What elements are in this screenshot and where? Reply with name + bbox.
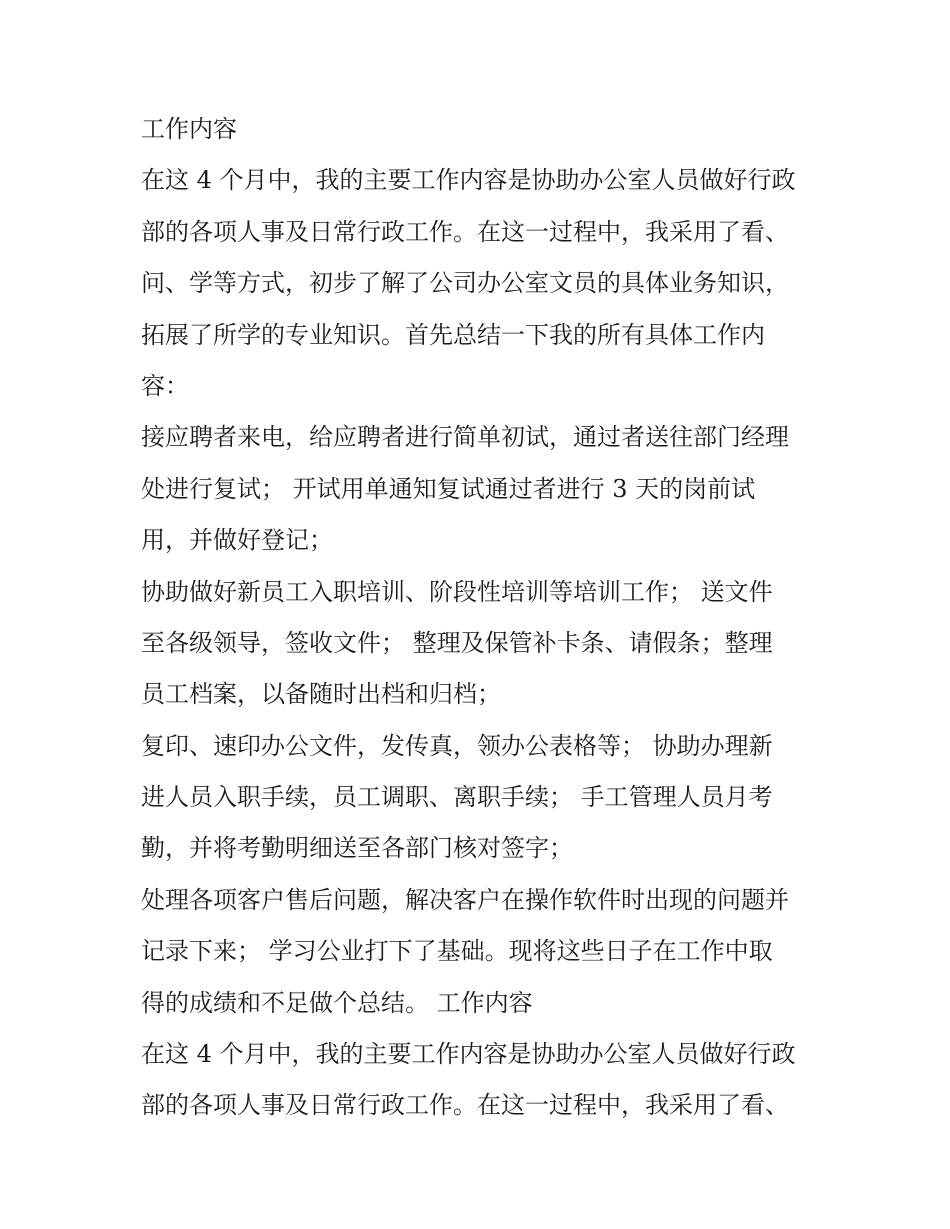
text-line: 处理各项客户售后问题，解决客户在操作软件时出现的问题并 [141,885,789,914]
text-line: 记录下来； 学习公业打下了基础。现将这些日子在工作中取 [141,937,773,966]
text-line: 部的各项人事及日常行政工作。在这一过程中，我采用了看、 [141,1091,789,1120]
text-line: 在这 4 个月中，我的主要工作内容是协助办公室人员做好行政 [141,166,796,195]
text-line: 协助做好新员工入职培训、阶段性培训等培训工作； 送文件 [141,577,773,606]
text-line: 用，并做好登记； [141,526,333,555]
text-line: 处进行复试； 开试用单通知复试通过者进行 3 天的岗前试 [141,474,756,503]
text-line: 问、学等方式，初步了解了公司办公室文员的具体业务知识， [141,269,789,298]
text-line: 进人员入职手续，员工调职、离职手续； 手工管理人员月考 [141,783,773,812]
text-line: 拓展了所学的专业知识。首先总结一下我的所有具体工作内 [141,320,765,349]
text-line: 部的各项人事及日常行政工作。在这一过程中，我采用了看、 [141,217,789,246]
text-line: 勤，并将考勤明细送至各部门核对签字； [141,834,573,863]
text-line: 容： [141,371,189,400]
text-line: 得的成绩和不足做个总结。 工作内容 [141,988,533,1017]
text-line: 至各级领导，签收文件； 整理及保管补卡条、请假条；整理 [141,628,773,657]
text-line: 员工档案，以备随时出档和归档； [141,680,501,709]
text-line: 复印、速印办公文件，发传真，领办公表格等； 协助办理新 [141,731,773,760]
text-line: 接应聘者来电，给应聘者进行简单初试，通过者送往部门经理 [141,423,789,452]
text-line: 在这 4 个月中，我的主要工作内容是协助办公室人员做好行政 [141,1040,796,1069]
text-line: 工作内容 [141,115,237,143]
body-text [141,104,831,1132]
